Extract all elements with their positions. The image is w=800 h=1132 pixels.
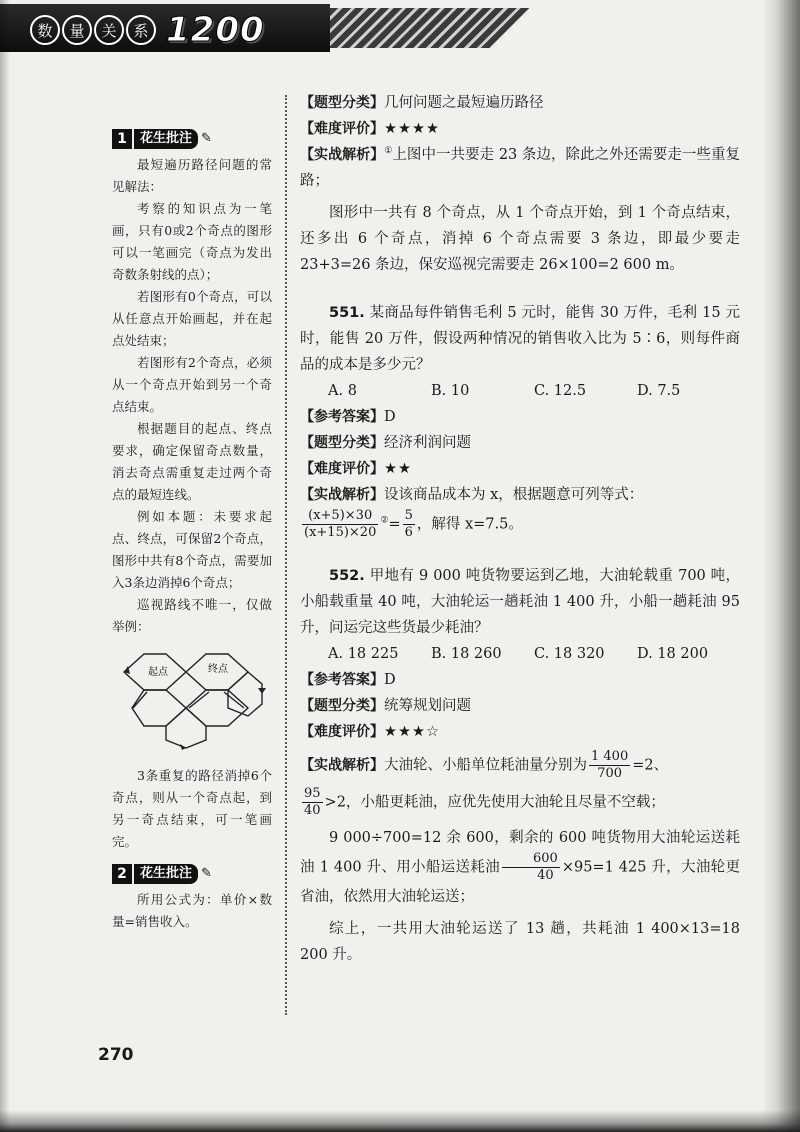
note-2-number: 2 [112,864,132,884]
title-char-2: 量 [62,15,92,45]
analysis-para: 图形中一共有 8 个奇点，从 1 个奇点开始，到 1 个奇点结束，还多出 6 个奇点，消掉 6 个奇点需要 3 条边，即最少要走 23+3=26 条边，保安巡视完需要走 26×100=2 600 m。 [300,205,740,273]
note-1-para: 若图形有0个奇点，可以从任意点开始画起，并在起点处结束； [112,289,272,348]
answer-line: 【参考答案】D [300,409,396,425]
title-number: 1200 [166,10,265,50]
main-content [300,90,740,968]
difficulty-line: 【难度评价】★★★☆ [300,724,440,740]
hexagon-cell [186,690,248,726]
book-title [30,10,265,50]
hexagon-cell [166,708,206,748]
sidebar-notes [112,128,272,933]
repeated-edge [224,692,244,708]
note-1-para: 巡视路线不唯一，仅做举例： [112,597,272,634]
option: D. 18 200 [637,646,709,662]
option: C. 18 320 [534,646,605,662]
option: B. 18 260 [431,646,502,662]
note-2-title: 花生批注 [134,864,198,884]
difficulty-line: 【难度评价】★★★★ [300,121,440,137]
question-551: 551. 某商品每件销售毛利 5 元时，能售 30 万件，毛利 15 元时，能售 20 万件，假设两种情况的销售收入比为 5∶6，则每件商品的成本是多少元？ [300,305,741,373]
equation-551: $\frac{(x+5)\times 30}{(x+15)\times 20}$ ②= $\frac{5}{6}$ ，解得 x=7.5。 [304,508,523,540]
question-552: 552. 甲地有 9 000 吨货物要运到乙地，大油轮载重 700 吨，小船载重量 40 吨，大油轮运一趟耗油 1 400 升，小船一趟耗油 95 升，问运完这些货最少耗油？ [300,568,740,636]
header-stripe [330,8,530,48]
analysis-line: 【实战解析】设该商品成本为 x，根据题意可列等式： [300,487,644,503]
hexagon-cell [132,690,186,726]
type-line: 【题型分类】经济利润问题 [300,435,471,451]
page-edge-shadow [0,0,10,1132]
fraction: $\frac{5}{6}$ [404,508,413,540]
analysis-line: 【实战解析】大油轮、小船单位耗油量分别为 $\frac{1 400}{700}$ =2、 [300,749,669,781]
note-1-para: 若图形有2个奇点，必须从一个奇点开始到另一个奇点结束。 [112,355,272,414]
repeated-edge [133,692,147,708]
arrow-marker [258,688,266,694]
option: C. 12.5 [534,383,587,399]
analysis-para: 综上，一共用大油轮运送了 13 趟，共耗油 1 400×13=18 200 升。 [300,921,740,963]
note-1-title: 花生批注 [134,129,198,149]
analysis-para: $\frac{95}{40}$ >2，小船更耗油，应优先使用大油轮且尽量不空载； [304,786,665,818]
figure-label-start: 起点 [148,667,168,678]
note-1-para: 例如本题：未要求起点、终点，可保留2个奇点，图形中共有8个奇点，需要加入3条边消掉6个奇点； [112,509,272,590]
type-line: 【题型分类】几何问题之最短遍历路径 [300,95,544,111]
difficulty-line: 【难度评价】★★ [300,461,412,477]
pencil-icon: ✎ [201,131,212,146]
note-2-para: 所用公式为：单价×数量=销售收入。 [112,892,272,929]
answer-line: 【参考答案】D [300,672,396,688]
title-char-3: 关 [94,15,124,45]
fraction: $\frac{95}{40}$ [304,786,321,818]
note-1-number: 1 [112,129,132,149]
option: B. 10 [431,383,470,399]
title-char-1: 数 [30,15,60,45]
option: D. 7.5 [637,383,681,399]
page-edge-shadow [0,1110,800,1132]
analysis-para: 9 000÷700=12 余 600，剩余的 600 吨货物用大油轮运送耗油 1 400 升、用小船运送耗油 $\frac{600}{40}$ ×95=1 425 升，大油轮更省油，依然用大油轮运送； [300,830,740,905]
note-1-header [112,128,272,150]
options-552 [328,641,740,667]
fraction: $\frac{600}{40}$ [502,851,560,884]
hexagon-route-figure [112,642,272,752]
note-1-para: 考察的知识点为一笔画，只有0或2个奇点的图形可以一笔画完（奇点为发出奇数条射线的点）； [112,201,272,282]
note-1-para: 根据题目的起点、终点要求，确定保留奇点数量，消去奇点需重复走过两个奇点的最短连线。 [112,421,272,502]
note-1-para: 最短遍历路径问题的常见解法： [112,157,272,194]
figure-label-end: 终点 [208,664,228,675]
fraction: $\frac{1 400}{700}$ [591,749,629,781]
option: A. 18 225 [328,646,399,662]
page-number: 270 [98,1045,134,1065]
column-divider [285,95,287,1015]
pencil-icon: ✎ [201,866,212,881]
note-2-header [112,863,272,885]
fraction: $\frac{(x+5)\times 30}{(x+15)\times 20}$ [304,508,377,540]
option: A. 8 [328,383,357,399]
page-edge-shadow [762,0,800,1132]
type-line: 【题型分类】统筹规划问题 [300,698,471,714]
title-char-4: 系 [126,15,156,45]
note-1-conclusion: 3条重复的路径消掉6个奇点，则从一个奇点起，到另一奇点结束，可一笔画完。 [112,768,272,849]
options-551 [328,378,740,404]
repeated-edge [189,692,209,708]
header-banner [0,0,800,60]
analysis-line: 【实战解析】①上图中一共要走 23 条边，除此之外还需要走一些重复路； [300,146,741,189]
